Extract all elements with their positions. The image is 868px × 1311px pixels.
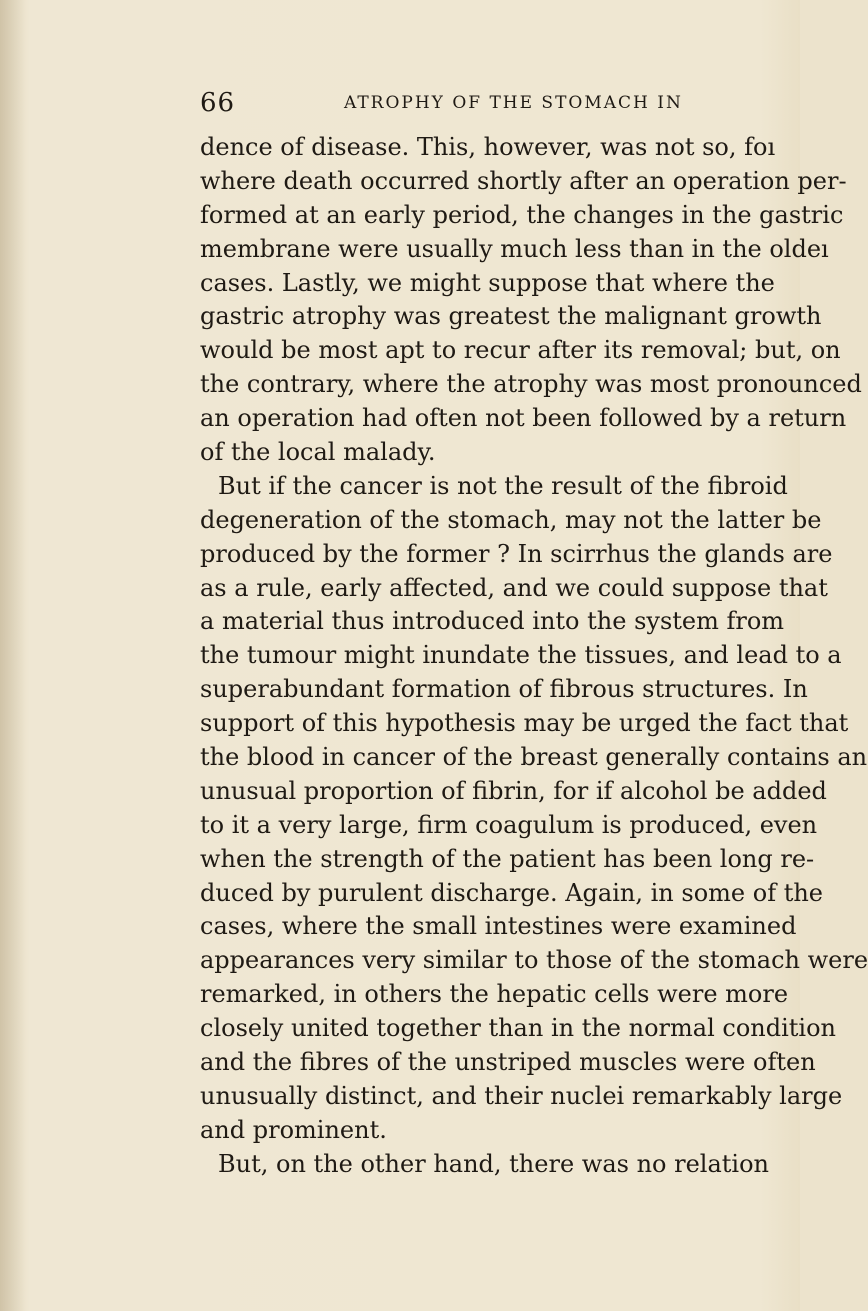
text-line: closely united together than in the normal condition — [200, 1014, 836, 1043]
text-line: to it a very large, firm coagulum is produced, even — [200, 810, 818, 839]
text-line: produced by the former ? In scirrhus the glands are — [200, 539, 833, 568]
text-line: would be most apt to recur after its removal; but, on — [200, 336, 841, 365]
text-line: as a rule, early affected, and we could suppose that — [200, 573, 828, 602]
text-line: support of this hypothesis may be urged the fact that — [200, 709, 849, 738]
text-line: membrane were usually much less than in the oldeı — [200, 234, 829, 263]
gutter-shadow — [0, 0, 26, 1311]
text-line: and prominent. — [200, 1115, 387, 1144]
text-line: duced by purulent discharge. Again, in some of the — [200, 878, 824, 907]
text-line: an operation had often not been followed by a return — [200, 404, 847, 433]
text-line: cases. Lastly, we might suppose that where the — [200, 268, 775, 297]
text-line: unusually distinct, and their nuclei remarkably large — [200, 1081, 843, 1110]
text-line: a material thus introduced into the system from — [200, 607, 785, 636]
text-line: cases, where the small intestines were examined — [200, 912, 797, 941]
text-line: and the fibres of the unstriped muscles were often — [200, 1048, 816, 1077]
text-line: formed at an early period, the changes in the gastric — [200, 200, 844, 229]
text-line: the contrary, where the atrophy was most pronounced — [200, 370, 862, 399]
text-line: where death occurred shortly after an operation per- — [200, 166, 847, 195]
body-text — [200, 131, 868, 1241]
text-line: unusual proportion of fibrin, for if alcohol be added — [200, 776, 827, 805]
text-line: superabundant formation of fibrous structures. In — [200, 675, 808, 704]
page-header — [200, 88, 800, 122]
text-line: appearances very similar to those of the stomach were — [200, 946, 868, 975]
running-head: ATROPHY OF THE STOMACH IN — [344, 93, 683, 113]
text-line: the blood in cancer of the breast generally contains an — [200, 743, 868, 772]
text-line: dence of disease. This, however, was not so, foı — [200, 133, 776, 161]
text-line: gastric atrophy was greatest the malignant growth — [200, 302, 822, 331]
page-number: 66 — [200, 88, 236, 118]
text-line: the tumour might inundate the tissues, and lead to a — [200, 641, 842, 670]
text-line: when the strength of the patient has been long re- — [200, 844, 815, 873]
paragraph-start-line: But, on the other hand, there was no relation — [218, 1149, 769, 1178]
paragraph-start-line: But if the cancer is not the result of the fibroid — [218, 471, 788, 500]
text-line: remarked, in others the hepatic cells were more — [200, 980, 789, 1009]
text-line: degeneration of the stomach, may not the latter be — [200, 505, 822, 534]
text-line: of the local malady. — [200, 438, 436, 467]
